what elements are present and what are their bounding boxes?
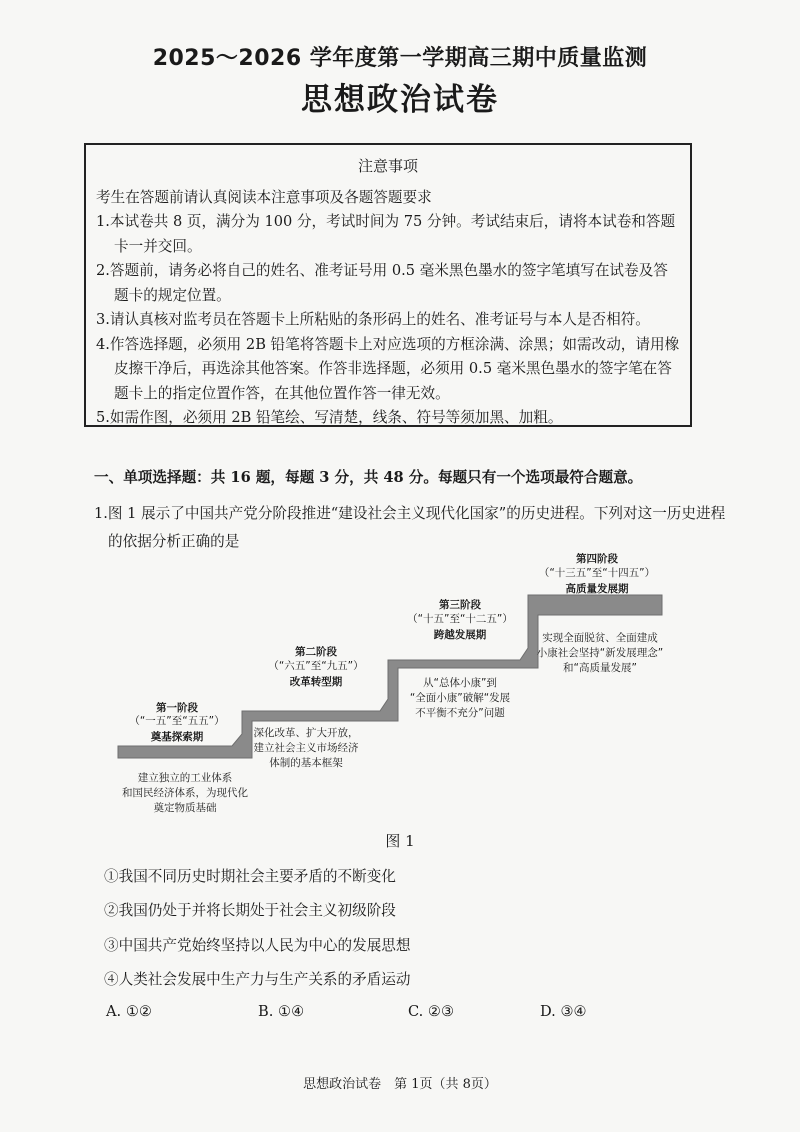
stage3-note-line: 从“总体小康”到 xyxy=(423,677,497,689)
page-footer: 思想政治试卷 第 1页（共 8页） xyxy=(303,1077,497,1092)
stage3-note-line: 不平衡不充分”问题 xyxy=(415,707,505,719)
stage4-period: （“十三五”至“十四五”） xyxy=(538,567,656,579)
choice-a: A. ①② xyxy=(106,1003,152,1020)
stage1-period: （“一五”至“五五”） xyxy=(129,715,225,727)
stage3-label: 跨越发展期 xyxy=(433,629,487,641)
stage2-note-line: 体制的基本框架 xyxy=(269,757,343,769)
stage2-period: （“六五”至“九五”） xyxy=(268,660,364,672)
statement-item: ④人类社会发展中生产力与生产关系的矛盾运动 xyxy=(104,971,411,988)
statement-item: ②我国仍处于并将长期处于社会主义初级阶段 xyxy=(104,902,396,919)
section-heading: 一、单项选择题：共 16 题，每题 3 分，共 48 分。每题只有一个选项最符合题意。 xyxy=(94,469,643,486)
choice-c: C. ②③ xyxy=(408,1003,455,1020)
notice-item: 4.作答选择题，必须用 2B 铅笔将答题卡上对应选项的方框涂满、涂黑；如需改动，请用橡皮擦干净后，再选涂其他答案。作答非选择题，必须用 0.5 毫米黑色墨水的签字笔在答题卡上的指定位置作答，在其他位置作答一律无效。 xyxy=(96,335,680,402)
statement-item: ①我国不同历史时期社会主要矛盾的不断变化 xyxy=(104,868,396,885)
statement-item: ③中国共产党始终坚持以人民为中心的发展思想 xyxy=(104,937,411,954)
figure-caption: 图 1 xyxy=(385,832,415,850)
notice-title: 注意事项 xyxy=(357,157,418,175)
stage4-note-line: 小康社会坚持“新发展理念” xyxy=(536,647,664,659)
stage2-name: 第二阶段 xyxy=(295,646,337,658)
stage3-period: （“十五”至“十二五”） xyxy=(407,613,513,625)
notice-item: 2.答题前，请务必将自己的姓名、准考证号用 0.5 毫米黑色墨水的签字笔填写在试卷及答题卡的规定位置。 xyxy=(96,262,668,304)
stage4-note-line: 和“高质量发展” xyxy=(563,662,637,674)
stage3-note-line: “全面小康”破解“发展 xyxy=(409,692,511,704)
stage2-note-line: 建立社会主义市场经济 xyxy=(253,742,359,754)
stage2-note-line: 深化改革、扩大开放， xyxy=(253,727,359,739)
choice-b: B. ①④ xyxy=(258,1003,305,1020)
exam-subject-title: 思想政治试卷 xyxy=(301,82,499,118)
stage1-note-line: 建立独立的工业体系 xyxy=(137,772,233,784)
notice-item: 1.本试卷共 8 页，满分为 100 分，考试时间为 75 分钟。考试结束后，请将本试卷和答题卡一并交回。 xyxy=(96,213,676,255)
choice-d: D. ③④ xyxy=(540,1003,587,1020)
exam-header-title: 2025～2026 学年度第一学期高三期中质量监测 xyxy=(152,46,648,71)
stage4-label: 高质量发展期 xyxy=(565,583,629,595)
stage1-label: 奠基探索期 xyxy=(150,731,204,743)
stage1-note-line: 和国民经济体系，为现代化 xyxy=(122,787,248,799)
notice-item: 5.如需作图，必须用 2B 铅笔绘、写清楚，线条、符号等须加黑、加粗。 xyxy=(96,409,563,426)
stage2-label: 改革转型期 xyxy=(289,676,343,688)
notice-item: 3.请认真核对监考员在答题卡上所粘贴的条形码上的姓名、准考证号与本人是否相符。 xyxy=(96,311,650,328)
stage3-name: 第三阶段 xyxy=(439,599,481,611)
stage4-note-line: 实现全面脱贫、全面建成 xyxy=(542,632,658,644)
stage1-name: 第一阶段 xyxy=(156,702,198,714)
question-stem: 1.图 1 展示了中国共产党分阶段推进“建设社会主义现代化国家”的历史进程。下列对这一历史进程的依据分析正确的是 xyxy=(94,505,726,550)
notice-intro: 考生在答题前请认真阅读本注意事项及各题答题要求 xyxy=(96,189,432,206)
stage4-name: 第四阶段 xyxy=(576,553,618,565)
stage1-note-line: 奠定物质基础 xyxy=(153,802,217,814)
